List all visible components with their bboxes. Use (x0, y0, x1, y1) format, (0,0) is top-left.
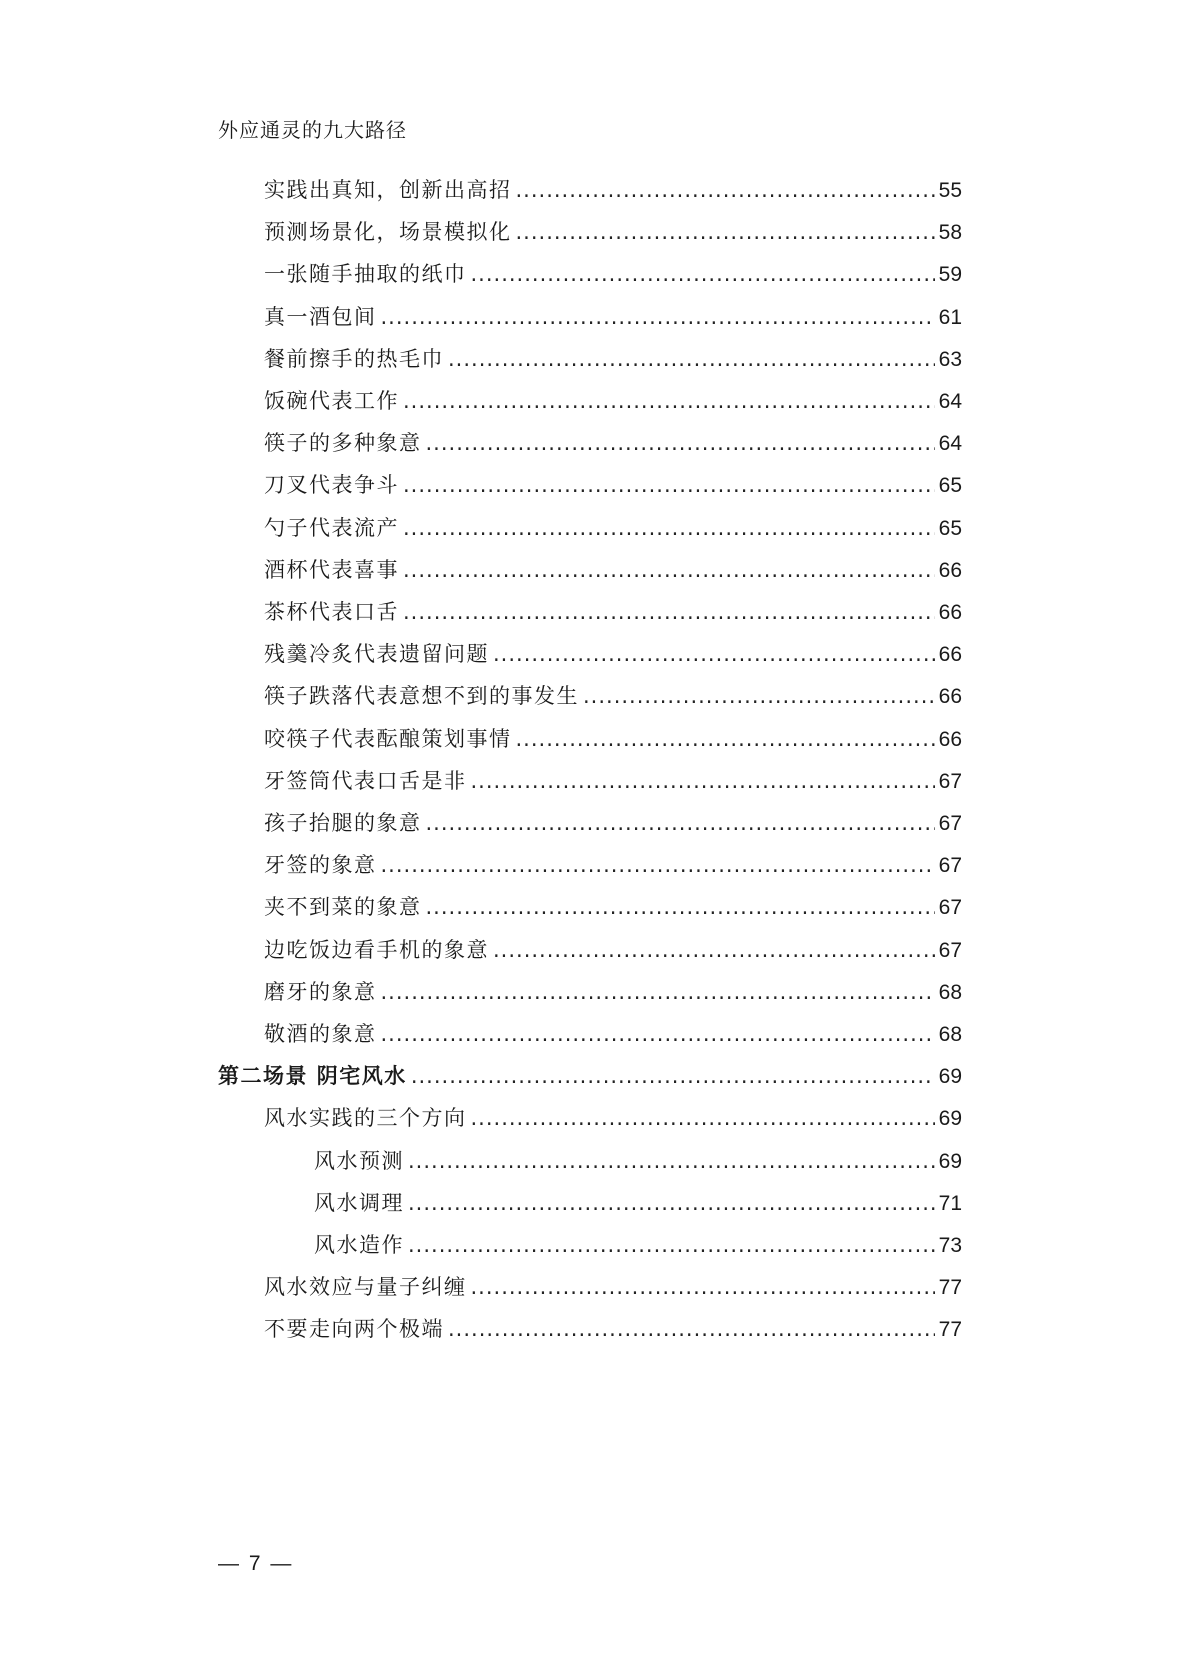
toc-leader-dots (448, 1315, 935, 1343)
toc-leader-dots (448, 345, 935, 373)
toc-entry-title: 刀叉代表争斗 (264, 473, 399, 498)
toc-entry-title: 风水效应与量子纠缠 (264, 1275, 467, 1300)
toc-entry-title: 残羹冷炙代表遗留问题 (264, 642, 489, 667)
toc-entry-page: 64 (938, 432, 962, 456)
toc-entry[interactable] (264, 1104, 962, 1132)
toc-leader-dots (403, 471, 935, 499)
toc-entry-page: 67 (938, 938, 962, 962)
toc-entry[interactable] (264, 514, 962, 542)
toc-entry[interactable] (264, 640, 962, 668)
toc-entry-page: 61 (938, 305, 962, 329)
toc-leader-dots (471, 1273, 935, 1301)
toc-entry-page: 71 (938, 1191, 962, 1215)
toc-entry-page: 66 (938, 643, 962, 667)
toc-entry-title: 牙签筒代表口舌是非 (264, 768, 467, 793)
toc-entry-page: 59 (938, 263, 962, 287)
toc-entry[interactable] (264, 1020, 962, 1048)
toc-entry[interactable] (264, 345, 962, 373)
toc-entry-title: 不要走向两个极端 (264, 1317, 444, 1342)
toc-entry[interactable] (264, 809, 962, 837)
toc-entry-title: 敬酒的象意 (264, 1022, 377, 1046)
toc-entry-title: 风水造作 (314, 1233, 404, 1257)
toc-entry-page: 67 (938, 854, 962, 878)
toc-leader-dots (408, 1189, 935, 1217)
toc-entry[interactable] (314, 1231, 962, 1259)
toc-entry[interactable] (264, 218, 962, 246)
toc-leader-dots (403, 514, 935, 542)
toc-entry-page: 77 (938, 1276, 962, 1300)
toc-entry-title: 风水调理 (314, 1190, 404, 1215)
toc-entry-page: 68 (938, 980, 962, 1004)
toc-leader-dots (408, 1231, 935, 1259)
toc-entry-title: 餐前擦手的热毛巾 (264, 346, 444, 371)
toc-entry-page: 65 (938, 516, 962, 540)
toc-entry[interactable] (264, 260, 962, 288)
toc-entry-title: 孩子抬腿的象意 (264, 811, 422, 835)
toc-entry-page: 73 (938, 1234, 962, 1257)
toc-entry[interactable] (264, 978, 962, 1006)
toc-entry-title: 筷子的多种象意 (264, 431, 422, 456)
toc-entry-page: 65 (938, 474, 962, 498)
toc-entry[interactable] (314, 1189, 962, 1217)
toc-leader-dots (381, 303, 935, 331)
toc-entry-page: 67 (938, 812, 962, 835)
toc-entry-title: 夹不到菜的象意 (264, 895, 422, 920)
toc-entry-title: 牙签的象意 (264, 853, 377, 878)
toc-entry[interactable] (264, 725, 962, 753)
toc-entry-page: 77 (938, 1318, 962, 1342)
toc-entry[interactable] (264, 893, 962, 921)
toc-entry[interactable] (264, 767, 962, 795)
toc-leader-dots (583, 682, 935, 710)
toc-leader-dots (426, 809, 935, 837)
toc-leader-dots (493, 936, 935, 964)
toc-leader-dots (381, 1020, 935, 1048)
toc-entry-title: 一张随手抽取的纸巾 (264, 262, 467, 287)
toc-entry[interactable] (264, 1315, 962, 1343)
toc-entry[interactable] (264, 851, 962, 879)
page-number: — 7 — (218, 1552, 294, 1575)
toc-entry-title: 咬筷子代表酝酿策划事情 (264, 726, 512, 751)
toc-entry[interactable] (314, 1147, 962, 1175)
toc-leader-dots (381, 851, 935, 879)
toc-entry-page: 66 (938, 601, 962, 624)
toc-leader-dots (403, 387, 935, 415)
toc-entry-title: 饭碗代表工作 (264, 389, 399, 413)
toc-leader-dots (403, 556, 935, 584)
toc-leader-dots (493, 640, 935, 668)
toc-entry[interactable] (264, 1273, 962, 1301)
toc-leader-dots (411, 1062, 935, 1090)
toc-entry[interactable] (264, 303, 962, 331)
toc-entry-page: 66 (938, 727, 962, 751)
toc-leader-dots (471, 260, 935, 288)
toc-entry-title: 真一酒包间 (264, 304, 377, 329)
toc-leader-dots (408, 1147, 935, 1175)
toc-entry-title: 酒杯代表喜事 (264, 557, 399, 582)
toc-entry-title: 磨牙的象意 (264, 979, 377, 1004)
toc-entry-title: 边吃饭边看手机的象意 (264, 937, 489, 962)
running-header: 外应通灵的九大路径 (218, 118, 407, 142)
toc-entry-page: 67 (938, 769, 962, 793)
toc-entry-title: 勺子代表流产 (264, 515, 399, 540)
toc-entry-page: 69 (938, 1107, 962, 1131)
toc-entry[interactable] (264, 556, 962, 584)
toc-entry-title: 预测场景化，场景模拟化 (264, 220, 512, 245)
toc-leader-dots (381, 978, 935, 1006)
toc-entry-title: 风水预测 (314, 1148, 404, 1173)
toc-entry[interactable] (264, 936, 962, 964)
toc-entry-title: 实践出真知，创新出高招 (264, 178, 512, 202)
toc-leader-dots (516, 176, 935, 204)
toc-entry[interactable] (264, 429, 962, 457)
toc-leader-dots (516, 725, 935, 753)
toc-leader-dots (471, 767, 935, 795)
toc-entry-title: 筷子跌落代表意想不到的事发生 (264, 684, 579, 709)
toc-entry[interactable] (264, 176, 962, 204)
toc-entry[interactable] (264, 387, 962, 415)
toc-entry-page: 66 (938, 685, 962, 709)
toc-entry-page: 68 (938, 1023, 962, 1046)
toc-entry-page: 66 (938, 558, 962, 582)
toc-entry[interactable] (218, 1062, 962, 1090)
toc-entry-title: 茶杯代表口舌 (264, 600, 399, 624)
toc-entry-title: 风水实践的三个方向 (264, 1106, 467, 1131)
toc-entry[interactable] (264, 682, 962, 710)
toc-leader-dots (471, 1104, 935, 1132)
toc-entry-page: 67 (938, 896, 962, 920)
toc-leader-dots (516, 218, 935, 246)
toc-entry[interactable] (264, 598, 962, 626)
toc-entry-page: 64 (938, 390, 962, 413)
toc-entry-title: 第二场景 阴宅风水 (218, 1064, 407, 1089)
toc-entry-page: 69 (938, 1149, 962, 1173)
toc-leader-dots (403, 598, 935, 626)
toc-entry-page: 58 (938, 221, 962, 245)
toc-entry-page: 69 (938, 1065, 962, 1089)
toc-entry[interactable] (264, 471, 962, 499)
toc-entry-page: 55 (938, 179, 962, 202)
toc-leader-dots (426, 429, 935, 457)
toc-entry-page: 63 (938, 347, 962, 371)
toc-leader-dots (426, 893, 935, 921)
